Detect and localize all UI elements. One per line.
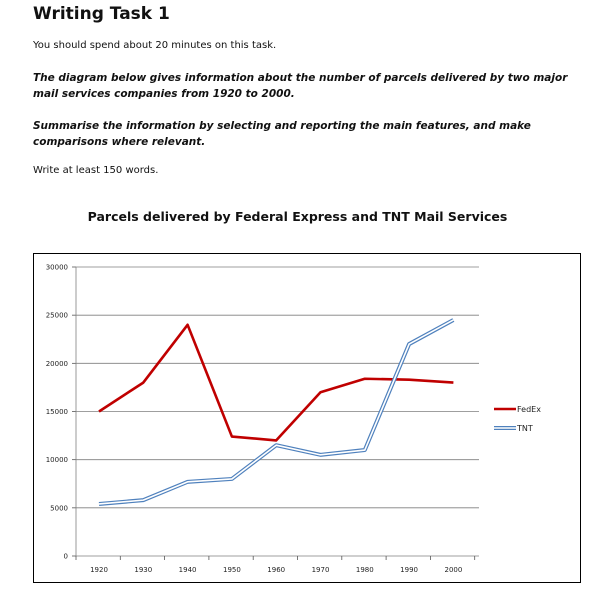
y-tick-label: 25000 bbox=[45, 311, 68, 320]
x-tick-label: 1970 bbox=[311, 566, 330, 574]
y-tick-label: 20000 bbox=[45, 359, 68, 368]
y-tick-label: 0 bbox=[63, 552, 68, 561]
task-prompt: The diagram below gives information about the number of parcels delivered by two major mail services companies from 1920 to 2000. bbox=[33, 72, 568, 100]
x-tick-label: 1980 bbox=[355, 566, 374, 574]
word-count-instruction: Write at least 150 words. bbox=[33, 165, 159, 176]
x-tick-label: 1950 bbox=[222, 566, 241, 574]
x-tick-label: 1920 bbox=[90, 566, 108, 574]
x-tick-label: 1990 bbox=[400, 566, 419, 574]
series-line-fedex bbox=[99, 325, 453, 441]
task-instruction: Summarise the information by selecting and reporting the main features, and make comparisons where relevant. bbox=[33, 120, 531, 148]
x-tick-label: 1960 bbox=[267, 566, 286, 574]
series-line-inner-tnt bbox=[99, 320, 453, 504]
y-tick-label: 10000 bbox=[45, 456, 68, 465]
x-tick-label: 2000 bbox=[444, 566, 463, 574]
y-tick-label: 15000 bbox=[45, 408, 68, 416]
x-tick-label: 1940 bbox=[178, 566, 197, 574]
legend-label-fedex: FedEx bbox=[517, 405, 541, 414]
x-tick-label: 1930 bbox=[134, 566, 153, 574]
y-tick-label: 30000 bbox=[45, 263, 68, 272]
time-instruction: You should spend about 20 minutes on this task. bbox=[33, 40, 277, 51]
chart-title: Parcels delivered by Federal Express and TNT Mail Services bbox=[87, 209, 508, 224]
y-tick-label: 5000 bbox=[50, 504, 68, 513]
legend-label-tnt: TNT bbox=[517, 424, 533, 433]
series-line-tnt bbox=[99, 320, 453, 504]
page-heading: Writing Task 1 bbox=[33, 4, 170, 24]
